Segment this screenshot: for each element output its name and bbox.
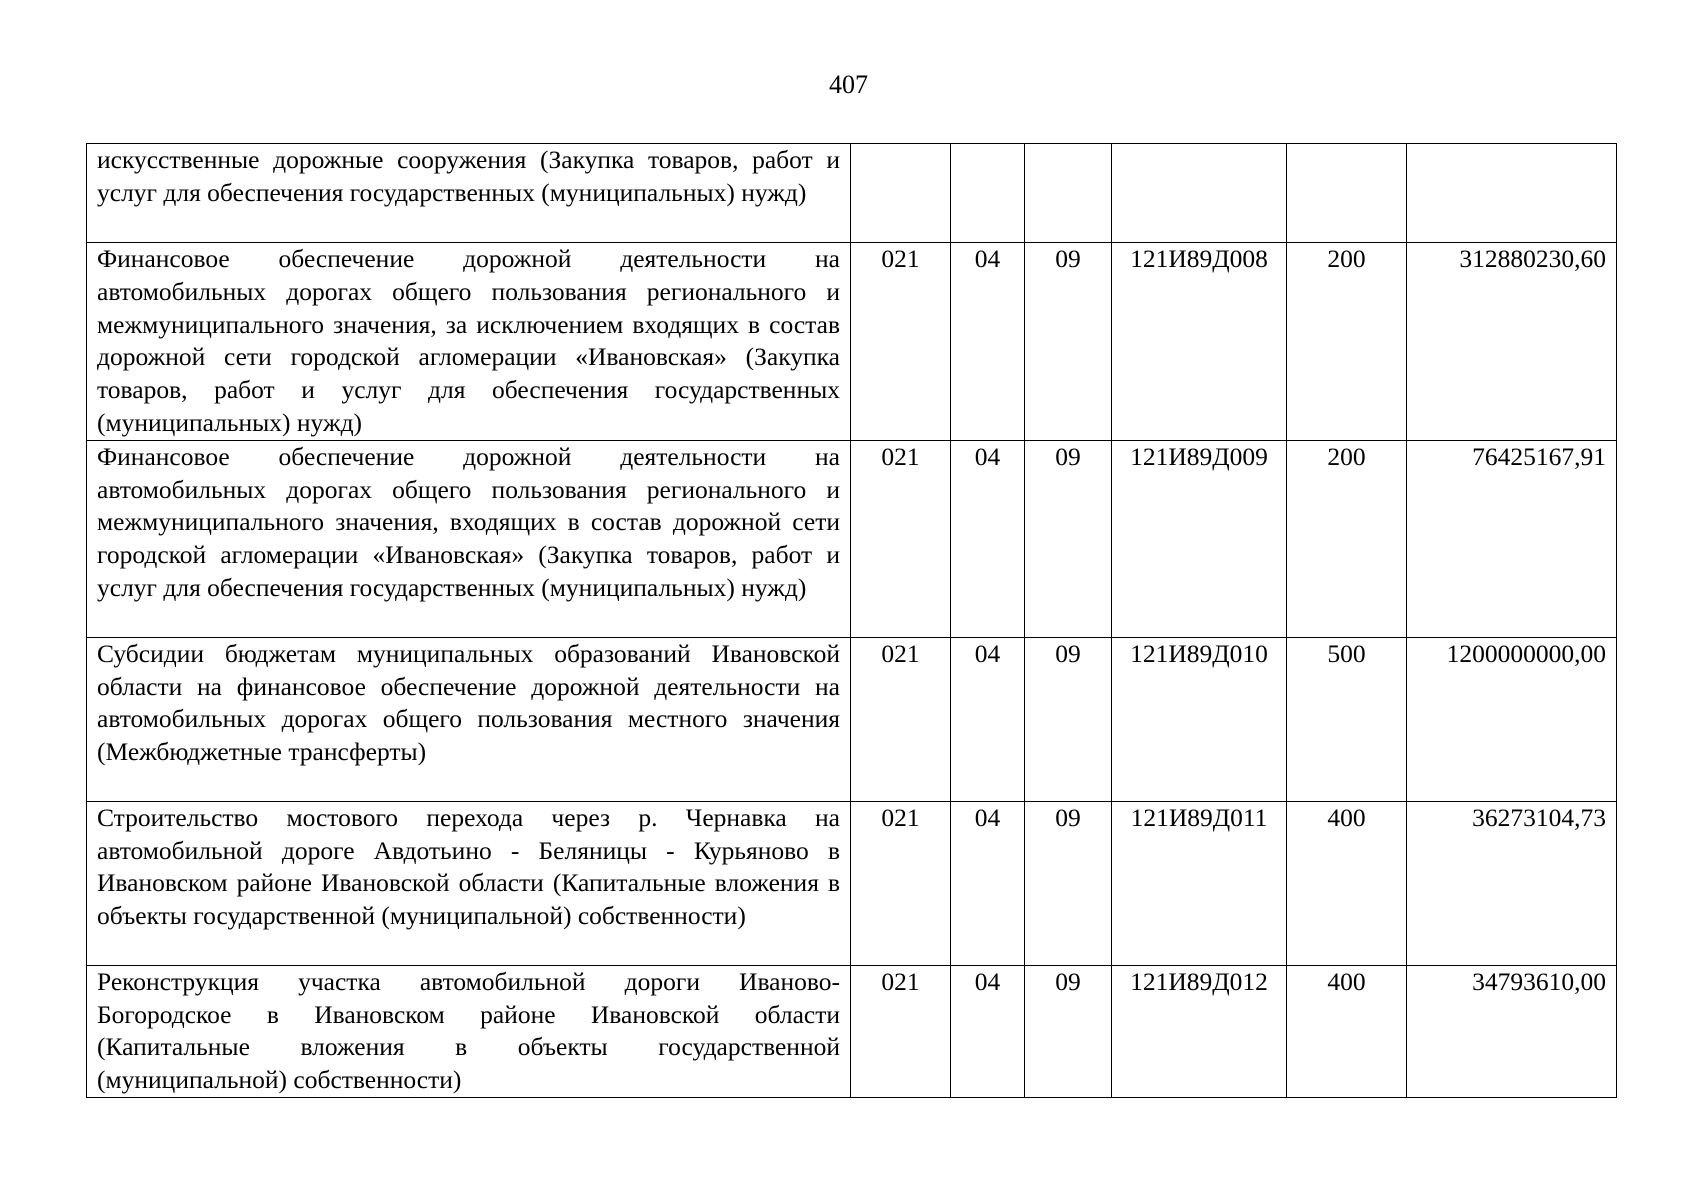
row-expense-type: 200 [1287, 440, 1407, 637]
row-code: 021 [851, 243, 951, 441]
row-expense-type: 400 [1287, 965, 1407, 1097]
table-row [87, 144, 1617, 243]
row-subsection: 09 [1025, 440, 1112, 637]
row-section: 04 [951, 965, 1025, 1097]
row-expense-type: 200 [1287, 243, 1407, 441]
budget-table [86, 143, 1617, 1098]
row-target-article: 121И89Д012 [1112, 965, 1287, 1097]
row-amount: 36273104,73 [1407, 801, 1617, 965]
row-target-article: 121И89Д008 [1112, 243, 1287, 441]
row-section: 04 [951, 243, 1025, 441]
row-amount [1407, 144, 1617, 243]
row-expense-type [1287, 144, 1407, 243]
row-code: 021 [851, 801, 951, 965]
table-row [87, 637, 1617, 801]
row-section: 04 [951, 440, 1025, 637]
table-row [87, 965, 1617, 1097]
table-row [87, 440, 1617, 637]
row-target-article [1112, 144, 1287, 243]
row-description: Реконструкция участка автомобильной дороги Иваново-Богородское в Ивановском районе Ивановской области (Капитальные вложения в объекты государственной (муниципальной) собственности) [87, 965, 851, 1097]
row-subsection: 09 [1025, 243, 1112, 441]
row-description: Субсидии бюджетам муниципальных образований Ивановской области на финансовое обеспечение дорожной деятельности на автомобильных дорогах общего пользования местного значения (Межбюджетные трансферты) [87, 637, 851, 801]
row-description: Финансовое обеспечение дорожной деятельности на автомобильных дорогах общего пользования регионального и межмуниципального значения, за исключением входящих в состав дорожной сети городской агломерации «Ивановская» (Закупка товаров, работ и услуг для обеспечения государственных (муниципальных) нужд) [87, 243, 851, 441]
row-expense-type: 500 [1287, 637, 1407, 801]
row-amount: 34793610,00 [1407, 965, 1617, 1097]
row-code [851, 144, 951, 243]
row-amount: 312880230,60 [1407, 243, 1617, 441]
row-target-article: 121И89Д010 [1112, 637, 1287, 801]
page-number: 407 [829, 70, 868, 99]
row-section: 04 [951, 801, 1025, 965]
row-target-article: 121И89Д011 [1112, 801, 1287, 965]
row-subsection: 09 [1025, 637, 1112, 801]
row-subsection: 09 [1025, 965, 1112, 1097]
row-section [951, 144, 1025, 243]
table-row [87, 801, 1617, 965]
row-description: искусственные дорожные сооружения (Закупка товаров, работ и услуг для обеспечения государственных (муниципальных) нужд) [87, 144, 851, 243]
row-subsection: 09 [1025, 801, 1112, 965]
table-row [87, 243, 1617, 441]
row-description: Финансовое обеспечение дорожной деятельности на автомобильных дорогах общего пользования регионального и межмуниципального значения, входящих в состав дорожной сети городской агломерации «Ивановская» (Закупка товаров, работ и услуг для обеспечения государственных (муниципальных) нужд) [87, 440, 851, 637]
row-section: 04 [951, 637, 1025, 801]
row-code: 021 [851, 440, 951, 637]
row-amount: 1200000000,00 [1407, 637, 1617, 801]
row-code: 021 [851, 637, 951, 801]
row-expense-type: 400 [1287, 801, 1407, 965]
row-subsection [1025, 144, 1112, 243]
row-code: 021 [851, 965, 951, 1097]
row-description: Строительство мостового перехода через р. Чернавка на автомобильной дороге Авдотьино - Беляницы - Курьяново в Ивановском районе Ивановской области (Капитальные вложения в объекты государственной (муниципальной) собственности) [87, 801, 851, 965]
row-target-article: 121И89Д009 [1112, 440, 1287, 637]
row-amount: 76425167,91 [1407, 440, 1617, 637]
